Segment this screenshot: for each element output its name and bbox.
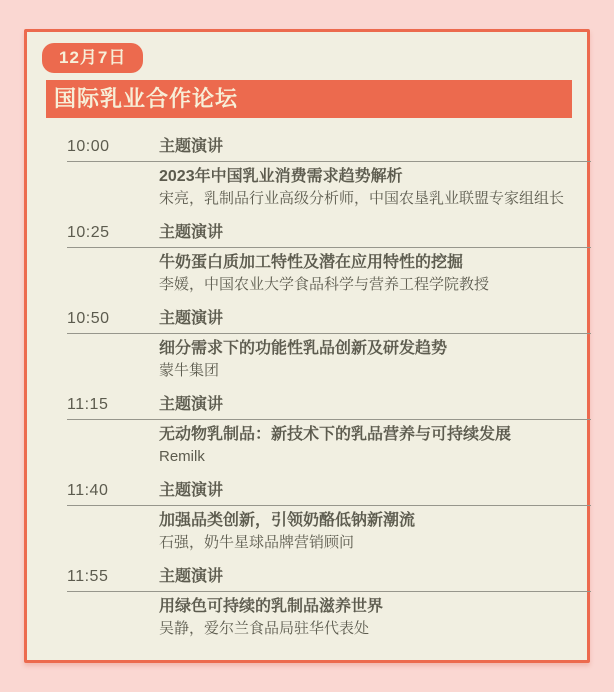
session-header-row: [67, 566, 591, 592]
session-type: 主题演讲: [159, 482, 224, 499]
session-speaker: Remilk: [159, 448, 205, 465]
session-time: 11:55: [67, 568, 109, 585]
date-badge: 12月7日: [42, 43, 143, 73]
session-header-row: [67, 480, 591, 506]
session-time: 11:15: [67, 396, 109, 413]
schedule-item: [67, 136, 591, 209]
session-type: 主题演讲: [159, 568, 224, 585]
session-time: 10:00: [67, 138, 110, 155]
session-title: 2023年中国乳业消费需求趋势解析: [159, 168, 403, 185]
schedule-item: [67, 308, 591, 381]
session-type: 主题演讲: [159, 138, 224, 155]
session-time: 11:40: [67, 482, 109, 499]
schedule-list: [67, 136, 591, 639]
session-time: 10:25: [67, 224, 110, 241]
schedule-item: [67, 566, 591, 639]
session-header-row: [67, 394, 591, 420]
session-header-row: [67, 308, 591, 334]
forum-title-bar: 国际乳业合作论坛: [46, 80, 572, 118]
session-speaker: 宋亮，乳制品行业高级分析师，中国农垦乳业联盟专家组组长: [159, 190, 565, 207]
session-time: 10:50: [67, 310, 110, 327]
session-title: 细分需求下的功能性乳品创新及研发趋势: [159, 340, 448, 357]
agenda-card: [24, 29, 590, 663]
agenda-card-inner: [27, 32, 587, 639]
schedule-item: [67, 394, 591, 467]
session-type: 主题演讲: [159, 396, 224, 413]
session-speaker: 蒙牛集团: [159, 362, 220, 379]
session-type: 主题演讲: [159, 224, 224, 241]
session-title: 用绿色可持续的乳制品滋养世界: [159, 598, 384, 615]
session-header-row: [67, 222, 591, 248]
schedule-item: [67, 222, 591, 295]
session-title: 牛奶蛋白质加工特性及潜在应用特性的挖掘: [159, 254, 464, 271]
session-header-row: [67, 136, 591, 162]
session-title: 加强品类创新，引领奶酪低钠新潮流: [159, 512, 416, 529]
session-speaker: 李媛，中国农业大学食品科学与营养工程学院教授: [159, 276, 490, 293]
schedule-item: [67, 480, 591, 553]
session-speaker: 吴静，爱尔兰食品局驻华代表处: [159, 620, 370, 637]
session-type: 主题演讲: [159, 310, 224, 327]
session-speaker: 石强，奶牛星球品牌营销顾问: [159, 534, 355, 551]
session-title: 无动物乳制品：新技术下的乳品营养与可持续发展: [159, 426, 512, 443]
